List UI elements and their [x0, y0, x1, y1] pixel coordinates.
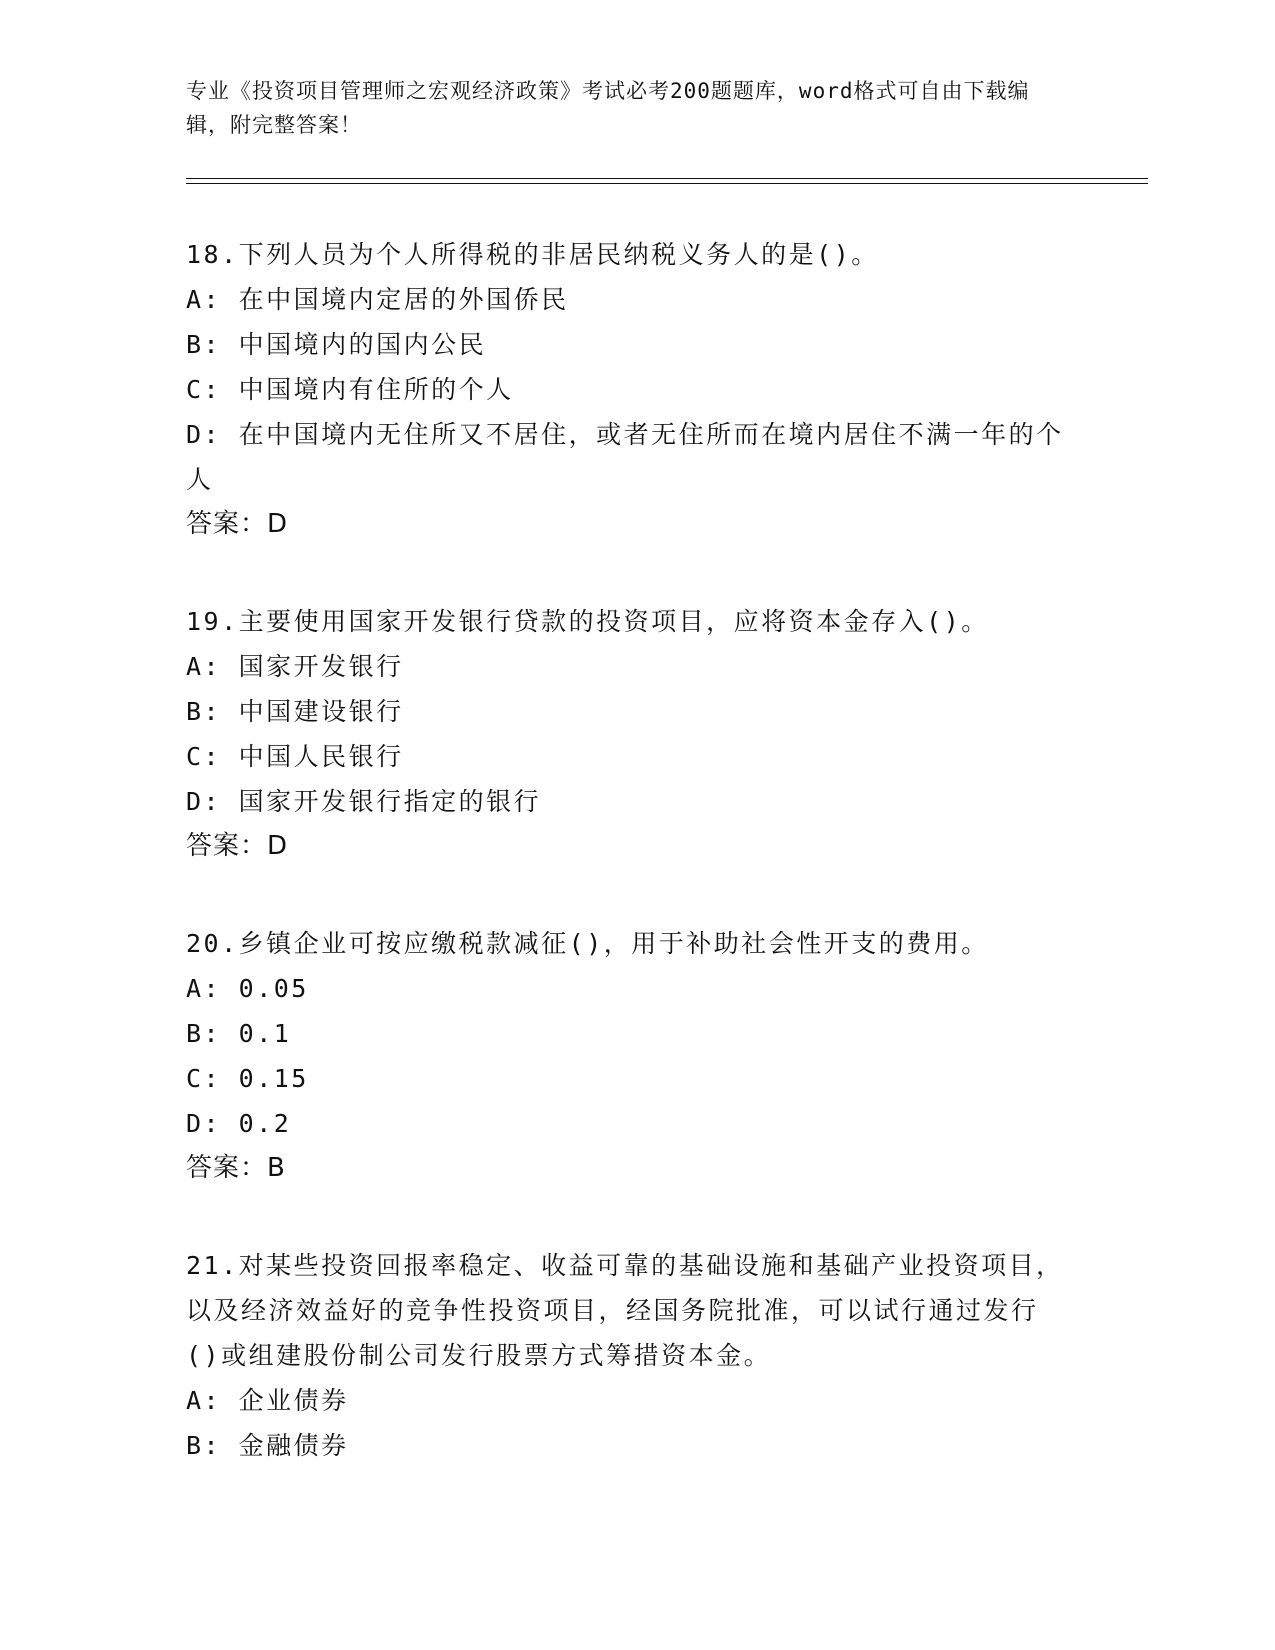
- question-text: 21.对某些投资回报率稳定、收益可靠的基础设施和基础产业投资项目，以及经济效益好的竞争性投资项目，经国务院批准，可以试行通过发行()或组建股份制公司发行股票方式筹措资本金。: [186, 1251, 1064, 1370]
- header-divider-bottom: [186, 183, 1148, 184]
- option-d: D: 0.2: [186, 1109, 292, 1138]
- option-c: C: 0.15: [186, 1064, 309, 1093]
- option-b: B: 金融债券: [186, 1431, 349, 1460]
- question-20: [186, 921, 1066, 1191]
- question-text: 18.下列人员为个人所得税的非居民纳税义务人的是()。: [186, 240, 879, 269]
- question-text: 19.主要使用国家开发银行贷款的投资项目，应将资本金存入()。: [186, 607, 989, 636]
- header-divider-top: [186, 178, 1148, 179]
- option-a: A: 国家开发银行: [186, 652, 404, 681]
- document-intro: 专业《投资项目管理师之宏观经济政策》考试必考200题题库，word格式可自由下载编辑，附完整答案！: [186, 79, 1030, 137]
- question-18: [186, 232, 1066, 547]
- option-a: A: 在中国境内定居的外国侨民: [186, 285, 569, 314]
- option-c: C: 中国人民银行: [186, 742, 404, 771]
- option-d: D: 在中国境内无住所又不居住，或者无住所而在境内居住不满一年的个人: [186, 420, 1064, 494]
- option-b: B: 中国建设银行: [186, 697, 404, 726]
- question-text: 20.乡镇企业可按应缴税款减征()，用于补助社会性开支的费用。: [186, 929, 989, 958]
- answer: 答案：D: [186, 831, 289, 861]
- option-a: A: 0.05: [186, 974, 309, 1003]
- answer: 答案：B: [186, 1153, 286, 1183]
- option-d: D: 国家开发银行指定的银行: [186, 787, 542, 816]
- question-list: [186, 232, 1066, 1520]
- question-21: [186, 1243, 1066, 1468]
- question-19: [186, 599, 1066, 869]
- option-c: C: 中国境内有住所的个人: [186, 375, 514, 404]
- answer: 答案：D: [186, 509, 289, 539]
- option-a: A: 企业债券: [186, 1386, 349, 1415]
- option-b: B: 中国境内的国内公民: [186, 330, 487, 359]
- option-b: B: 0.1: [186, 1019, 292, 1048]
